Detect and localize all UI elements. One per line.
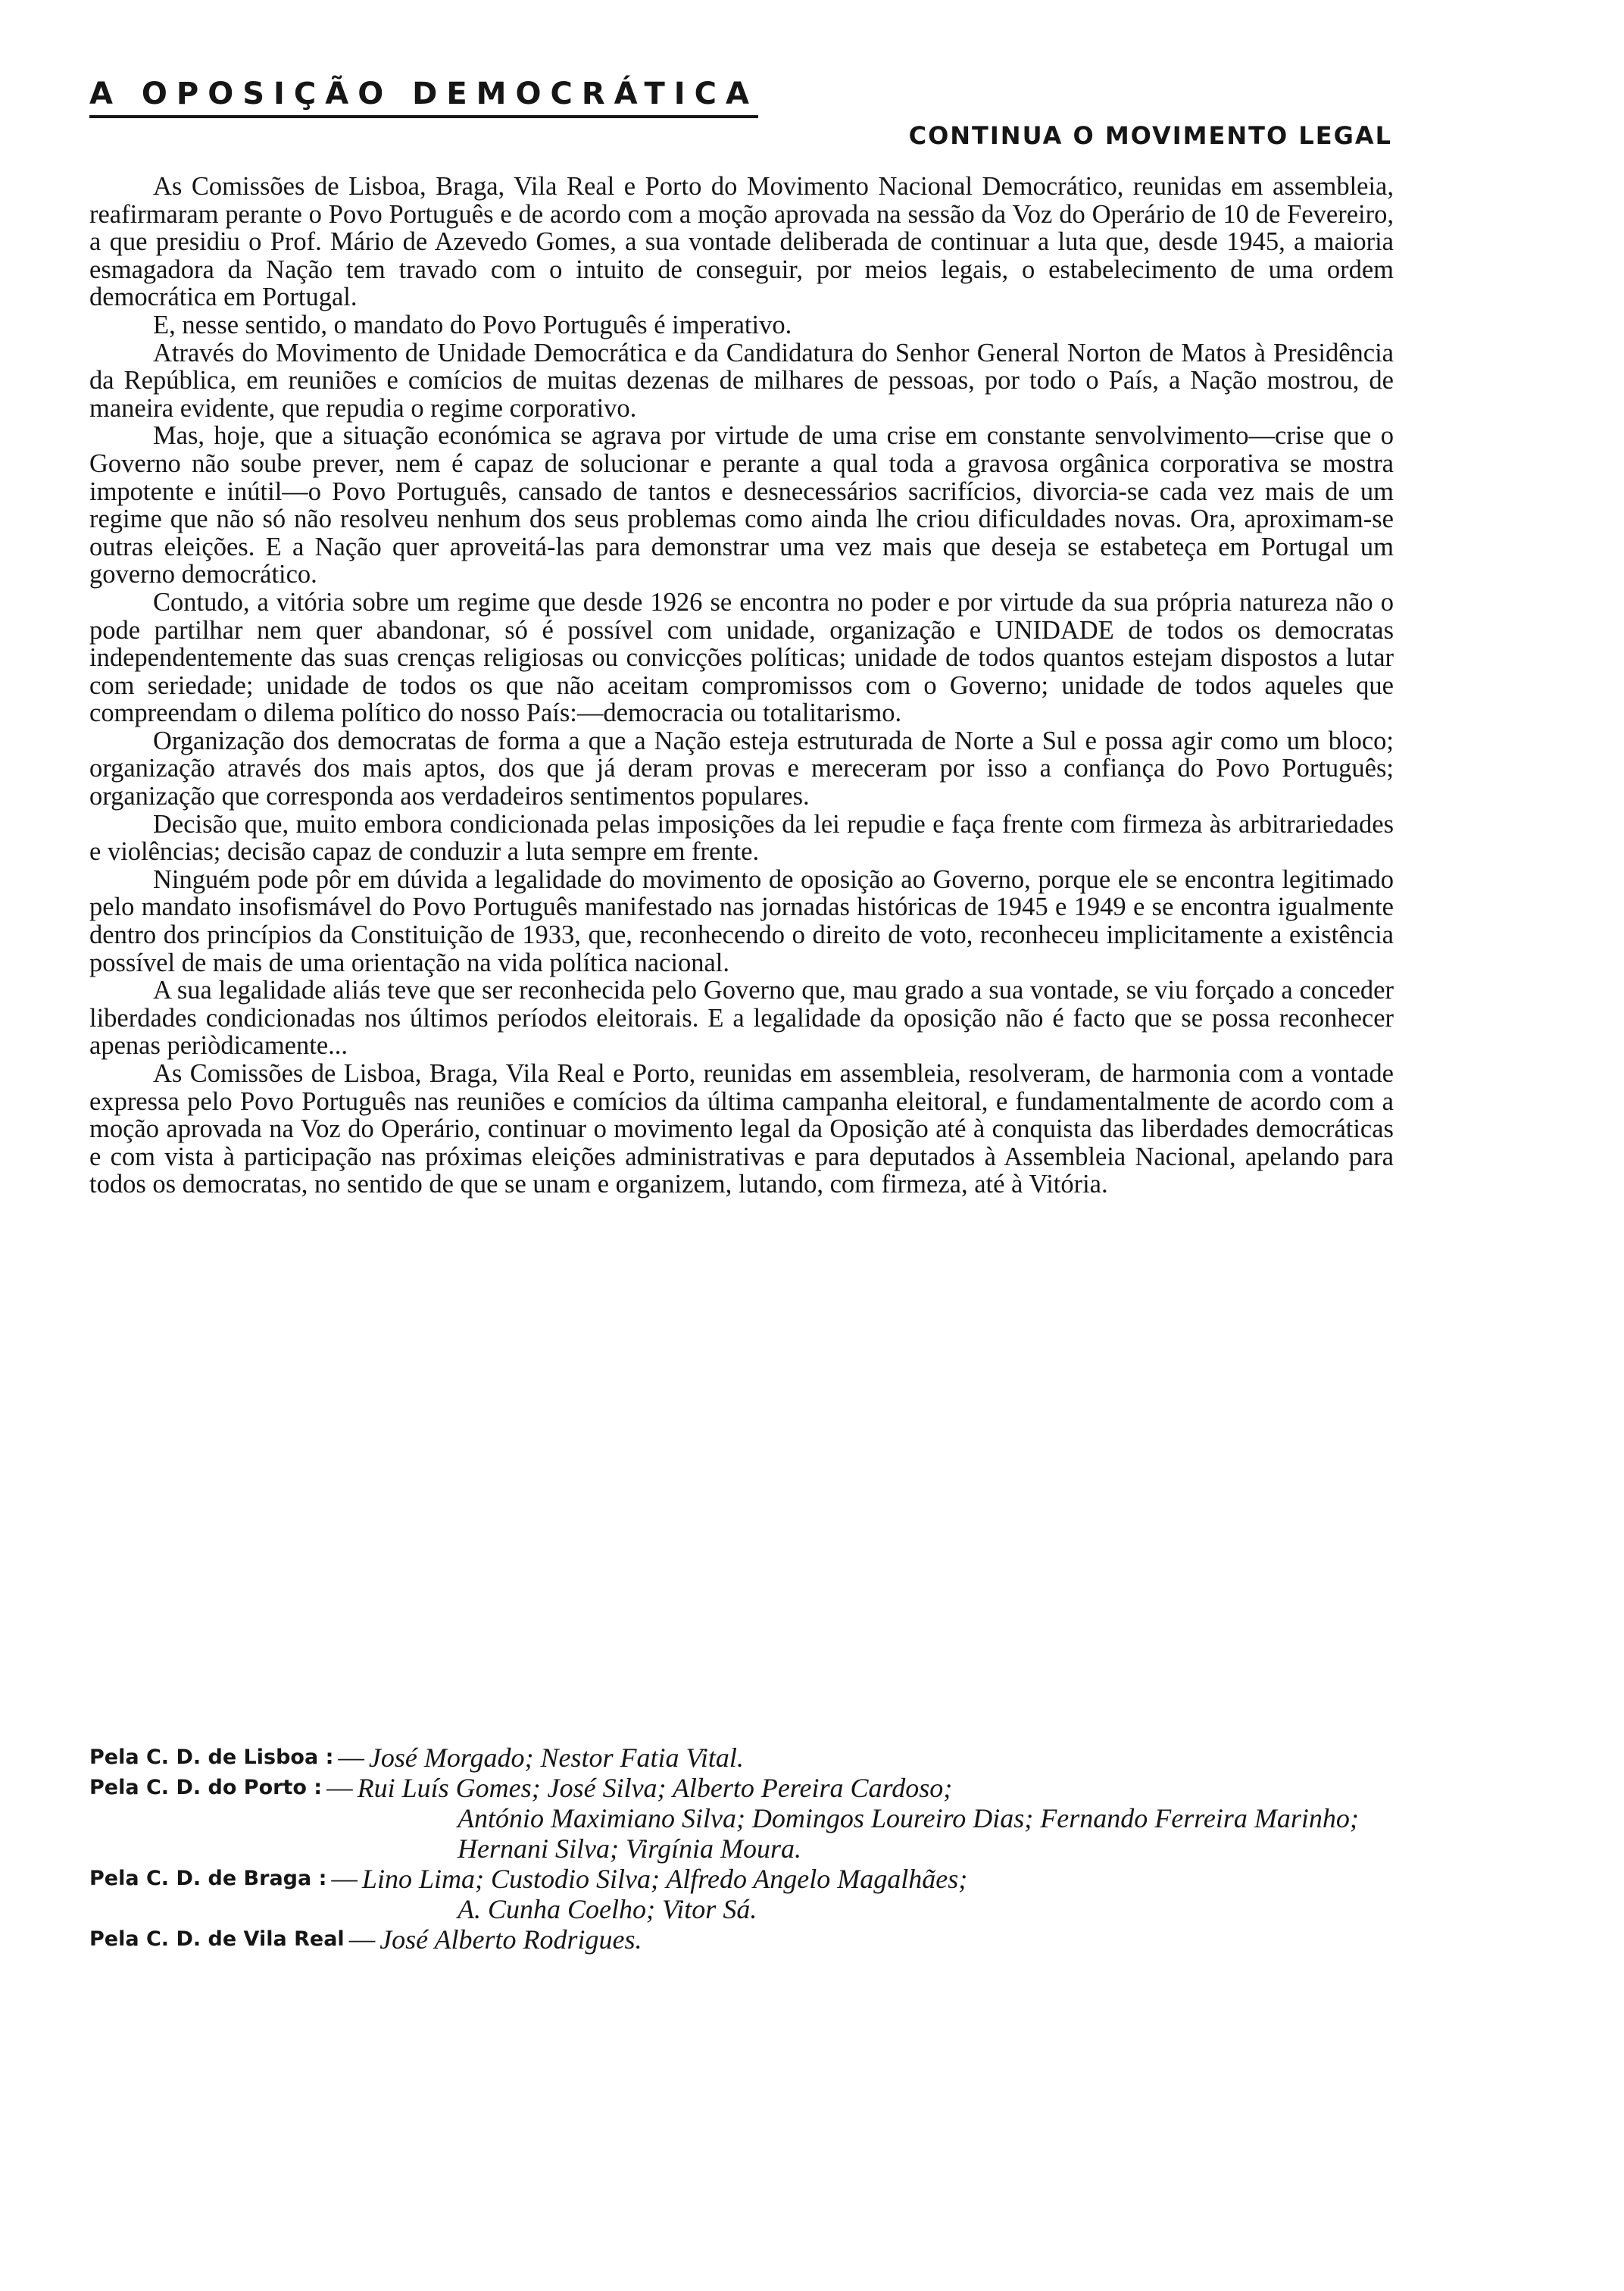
signature-label: Pela C. D. de Lisboa : [89,1746,334,1769]
signature-dash: — [348,1925,376,1954]
paragraph: Decisão que, muito embora condicionada pelas imposições da lei repudie e faça frente com firmeza às arbitrariedades e violências; decisão capaz de conduzir a luta sempre em frente. [89,809,1394,867]
paragraph: Organização dos democratas de forma a que a Nação esteja estruturada de Norte a Sul e possa agir como um bloco; organização através dos mais aptos, dos que já deram provas e mereceram por isso a confiança do Povo Português; organização que corresponda aos verdadeiros sentimentos populares. [89,726,1394,811]
signature-label: Pela C. D. de Braga : [89,1867,327,1890]
signature-porto [89,1773,1400,1803]
signature-braga [89,1864,1400,1894]
page-title: A OPOSIÇÃO DEMOCRÁTICA [89,77,758,118]
signatures [89,1742,1400,1955]
signature-dash: — [326,1774,353,1802]
paragraph: A sua legalidade aliás teve que ser reconhecida pelo Governo que, mau grado a sua vontade, se viu forçado a conceder liberdades condicionadas nos últimos períodos eleitorais. E a legalidade da oposição não é facto que se possa reconhecer apenas periòdicamente... [89,976,1394,1061]
paragraph: As Comissões de Lisboa, Braga, Vila Real e Porto, reunidas em assembleia, resolveram, de harmonia com a vontade expressa pelo Povo Português nas reuniões e comícios da última campanha eleitoral, e fundamentalmente de acordo com a moção aprovada na Voz do Operário, continuar o movimento legal da Oposição até à conquista das liberdades democráticas e com vista à participação nas próximas eleições administrativas e para deputados à Assembleia Nacional, apelando para todos os democratas, no sentido de que se unam e organizem, lutando, com firmeza, até à Vitória. [89,1059,1394,1199]
body-text [89,173,1394,1199]
paragraph: Contudo, a vitória sobre um regime que desde 1926 se encontra no poder e por virtude da sua própria natureza não o pode partilhar nem quer abandonar, só é possível com unidade, organização e UNIDADE de todos os democratas independentemente das suas crenças religiosas ou convicções políticas; unidade de todos quantos estejam dispostos a lutar com seriedade; unidade de todos os que não aceitam compromissos com o Governo; unidade de todos aqueles que compreendam o dilema político do nosso País:—democracia ou totalitarismo. [89,587,1394,728]
signature-vila-real [89,1924,1400,1955]
paragraph: E, nesse sentido, o mandato do Povo Português é imperativo. [153,310,792,339]
paragraph: Mas, hoje, que a situação económica se agrava por virtude de uma crise em constante senvolvimento—crise que o Governo não soube prever, nem é capaz de solucionar e perante a qual toda a gravosa orgânica corporativa se mostra impotente e inútil—o Povo Português, cansado de tantos e desnecessários sacrifícios, divorcia-se cada vez mais de um regime que não só não resolveu nenhum dos seus problemas como ainda lhe criou dificuldades novas. Ora, aproximam-se outras eleições. E a Nação quer aproveitá-las para demonstrar uma vez mais que deseja se estabeteça em Portugal um governo democrático. [89,421,1394,589]
signature-lisboa [89,1742,1400,1773]
signature-dash: — [331,1864,358,1893]
signature-names: José Alberto Rodrigues. [379,1924,642,1955]
paragraph: As Comissões de Lisboa, Braga, Vila Real e Porto do Movimento Nacional Democrático, reunidas em assembleia, reafirmaram perante o Povo Português e de acordo com a moção aprovada na sessão da Voz do Operário de 10 de Fevereiro, a que presidiu o Prof. Mário de Azevedo Gomes, a sua vontade deliberada de continuar a luta que, desde 1945, a maioria esmagadora da Nação tem travado com o intuito de conseguir, por meios legais, o estabelecimento de uma ordem democrática em Portugal. [89,172,1394,312]
signature-label: Pela C. D. de Vila Real [89,1927,345,1951]
signature-names: Rui Luís Gomes; José Silva; Alberto Pereira Cardoso; [357,1773,953,1803]
paragraph: Através do Movimento de Unidade Democrática e da Candidatura do Senhor General Norton de Matos à Presidência da República, em reuniões e comícios de muitas dezenas de milhares de pessoas, por todo o País, a Nação mostrou, de maneira evidente, que repudia o regime corporativo. [89,338,1394,423]
signature-dash: — [338,1743,364,1772]
page-subtitle: CONTINUA O MOVIMENTO LEGAL [908,121,1392,150]
header [89,77,1392,150]
signature-names: José Morgado; Nestor Fatia Vital. [368,1742,744,1773]
signature-names: Lino Lima; Custodio Silva; Alfredo Angelo Magalhães; [361,1864,968,1894]
signature-names-continued: António Maximiano Silva; Domingos Loureiro Dias; Fernando Ferreira Marinho; Hernani Silva; Virgínia Moura. [458,1803,1359,1864]
signature-names-continued: A. Cunha Coelho; Vitor Sá. [458,1894,757,1924]
signature-label: Pela C. D. do Porto : [89,1776,323,1799]
paragraph: Ninguém pode pôr em dúvida a legalidade do movimento de oposição ao Governo, porque ele se encontra legitimado pelo mandato insofismável do Povo Português manifestado nas jornadas históricas de 1945 e 1949 e se encontra igualmente dentro dos princípios da Constituição de 1933, que, reconhecendo o direito de voto, reconheceu implicitamente a existência possível de mais de uma orientação na vida política nacional. [89,864,1394,977]
